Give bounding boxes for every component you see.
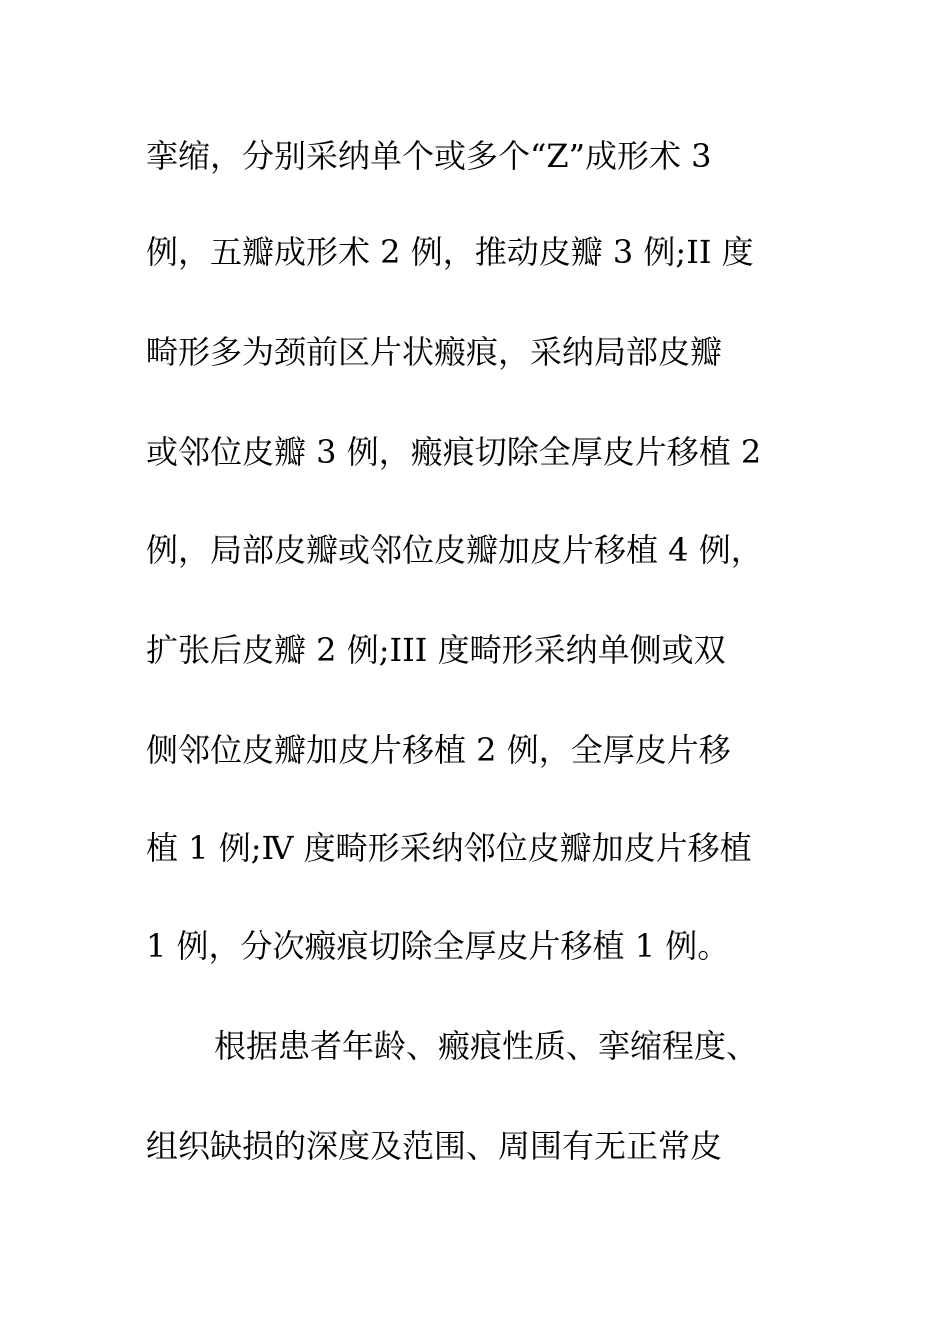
text-line-7: 侧邻位皮瓣加皮片移植 2 例，全厚皮片移 — [146, 731, 731, 769]
text-line-5: 例，局部皮瓣或邻位皮瓣加皮片移植 4 例， — [146, 531, 763, 569]
text-line-6: 扩张后皮瓣 2 例;III 度畸形采纳单侧或双 — [146, 631, 726, 669]
text-line-3: 畸形多为颈前区片状瘢痕，采纳局部皮瓣 — [146, 333, 723, 371]
text-line-4: 或邻位皮瓣 3 例，瘢痕切除全厚皮片移植 2 — [146, 433, 762, 471]
paragraph-start-line: 根据患者年龄、瘢痕性质、挛缩程度、 — [214, 1027, 759, 1065]
text-line-2: 例，五瓣成形术 2 例，推动皮瓣 3 例;II 度 — [146, 233, 754, 271]
text-line-9: 1 例，分次瘢痕切除全厚皮片移植 1 例。 — [146, 927, 730, 965]
text-line-8: 植 1 例;Ⅳ 度畸形采纳邻位皮瓣加皮片移植 — [146, 829, 752, 867]
text-line-11: 组织缺损的深度及范围、周围有无正常皮 — [146, 1127, 723, 1165]
text-line-1: 挛缩，分别采纳单个或多个“Z”成形术 3 — [146, 137, 712, 175]
